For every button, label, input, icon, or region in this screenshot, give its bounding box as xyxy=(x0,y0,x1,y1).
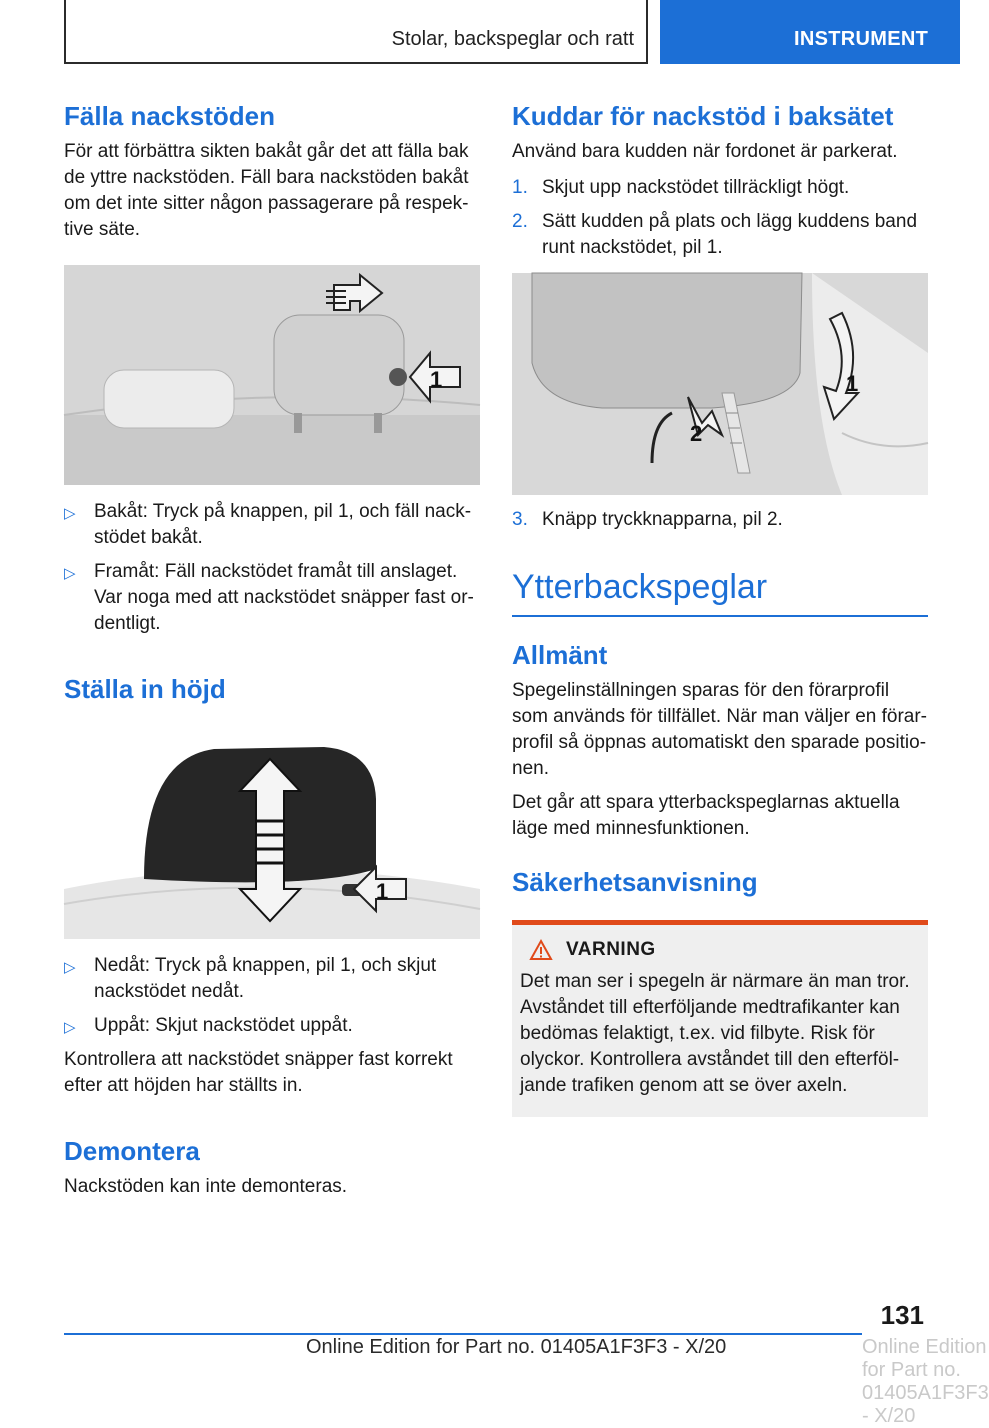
triangle-bullet-icon: ▷ xyxy=(64,504,76,522)
figure-cushion-arrow-2-label: 2 xyxy=(690,420,703,446)
heading-safety: Säkerhetsanvisning xyxy=(512,866,758,897)
triangle-bullet-icon: ▷ xyxy=(64,564,76,582)
right-column xyxy=(512,100,928,1117)
header-chapter-title: INSTRUMENT xyxy=(794,28,929,50)
figure-adjust-height xyxy=(64,739,480,939)
paragraph-cushion-intro: Använd bara kudden när fordonet är parkerat. xyxy=(512,140,898,162)
header-section-title: Stolar, backspeglar och ratt xyxy=(391,28,634,50)
list-item xyxy=(64,559,480,637)
figure-fold-headrest xyxy=(64,265,480,485)
list-item xyxy=(64,1013,480,1041)
step-number: 3. xyxy=(512,508,528,530)
heading-general: Allmänt xyxy=(512,640,608,671)
triangle-bullet-icon: ▷ xyxy=(64,959,76,976)
warning-title: VARNING xyxy=(566,939,656,961)
paragraph-remove: Nackstöden kan inte demonteras. xyxy=(64,1175,348,1197)
list-item xyxy=(64,953,480,1005)
heading-fold-headrests: Fälla nackstöden xyxy=(64,101,275,131)
footer-divider xyxy=(64,1333,862,1335)
list-item xyxy=(512,175,928,201)
paragraph-general-2: Det går att spara ytterbackspeglarnas aktuella läge med minnesfunktionen. xyxy=(512,791,900,839)
list-item xyxy=(512,209,928,261)
heading-rear-cushions: Kuddar för nackstöd i baksätet xyxy=(512,101,894,131)
list-item xyxy=(512,507,928,533)
page-number: 131 xyxy=(880,1300,924,1330)
warning-box xyxy=(512,920,928,1117)
header-chapter-tab[interactable] xyxy=(660,0,960,64)
heading-adjust-height: Ställa in höjd xyxy=(64,673,226,704)
left-column xyxy=(64,100,480,1200)
bullet-text: Bakåt: Tryck på knappen, pil 1, och fäll nack- stödet bakåt. xyxy=(94,500,472,548)
step-number: 2. xyxy=(512,210,528,232)
triangle-bullet-icon: ▷ xyxy=(64,1019,76,1036)
heading-remove: Demontera xyxy=(64,1136,200,1166)
figure-cushion-arrow-1-label: 1 xyxy=(846,370,859,396)
warning-header xyxy=(530,939,920,961)
footer-edition: Online Edition for Part no. 01405A1F3F3 - X/20 xyxy=(306,1336,727,1358)
step-number: 1. xyxy=(512,176,528,198)
heading-outside-mirrors: Ytterbackspeglar xyxy=(512,567,928,618)
bullet-text: Uppåt: Skjut nackstödet uppåt. xyxy=(94,1015,353,1036)
paragraph-fold-intro: För att förbättra sikten bakåt går det att fälla bak de yttre nackstöden. Fäll bara nackstöden bakåt om det inte sitter någon passagerare på respek- tive säte. xyxy=(64,140,469,240)
figure-height-arrow-label: 1 xyxy=(376,879,389,904)
step-text: Sätt kudden på plats och lägg kuddens band runt nackstödet, pil 1. xyxy=(542,210,918,258)
paragraph-height-check: Kontrollera att nackstödet snäpper fast korrekt efter att höjden har ställts in. xyxy=(64,1049,453,1096)
paragraph-general-1: Spegelinställningen sparas för den förarprofil som används för tillfället. När man väljer en förar- profil så öppnas automatiskt den sparade positio- nen. xyxy=(512,679,927,779)
bullet-text: Framåt: Fäll nackstödet framåt till anslaget. Var noga med att nackstödet snäpper fast or- dentligt. xyxy=(94,560,474,634)
header-section-box xyxy=(64,0,648,64)
warning-triangle-icon xyxy=(530,940,552,960)
figure-fold-arrow-label: 1 xyxy=(430,366,443,392)
bullet-text: Nedåt: Tryck på knappen, pil 1, och skjut nackstödet nedåt. xyxy=(94,955,437,1002)
step-text: Knäpp tryckknapparna, pil 2. xyxy=(542,508,783,530)
warning-text: Det man ser i spegeln är närmare än man tror. Avståndet till efterföljande medtrafikanter kan bedömas felaktigt, t.ex. vid filbyte. Risk för olyckor. Kontrollera avståndet till den efterföl- jande trafiken genom att se över axeln. xyxy=(520,971,910,1097)
footer-watermark: Online Edition for Part no. 01405A1F3F3 - X/20 xyxy=(862,1336,989,1427)
list-item xyxy=(64,499,480,551)
step-text: Skjut upp nackstödet tillräckligt högt. xyxy=(542,176,850,198)
figure-cushion xyxy=(512,273,928,495)
